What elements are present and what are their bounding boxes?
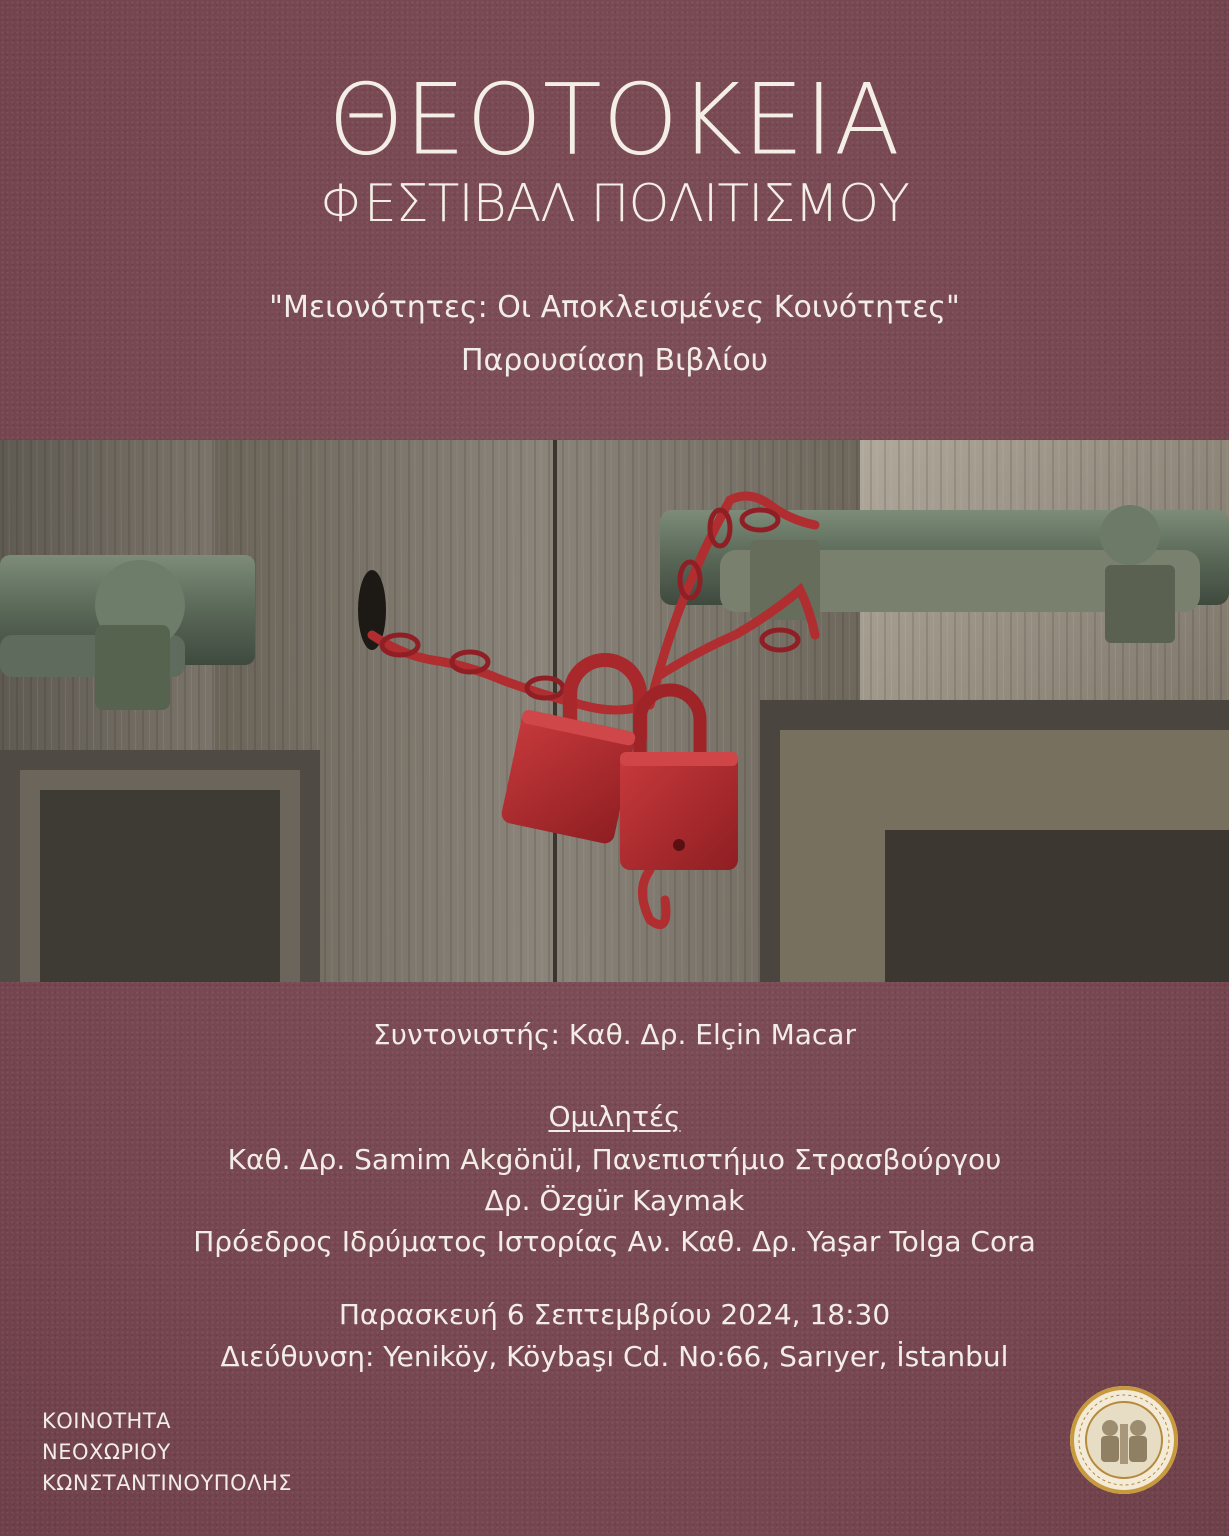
organizer-name bbox=[42, 1406, 292, 1499]
festival-subtitle: ΦΕΣΤΙΒΑΛ ΠΟΛΙΤΙΣΜΟΥ bbox=[320, 174, 909, 234]
speaker-line: Δρ. Özgür Kaymak bbox=[484, 1184, 745, 1217]
organizer-line: ΚΟΙΝΟΤΗΤΑ bbox=[42, 1409, 172, 1433]
festival-title: ΘΕΟΤΟΚΕΙΑ bbox=[328, 62, 901, 178]
speaker-line: Καθ. Δρ. Samim Akgönül, Πανεπιστήμιο Στρασβούργου bbox=[227, 1143, 1002, 1176]
organizer-line: ΚΩΝΣΤΑΝΤΙΝΟΥΠΟΛΗΣ bbox=[42, 1471, 293, 1495]
coordinator-line: Συντονιστής: Καθ. Δρ. Elçin Macar bbox=[373, 1018, 856, 1051]
book-title: "Μειονότητες: Οι Αποκλεισμένες Κοινότητες" bbox=[269, 290, 960, 325]
event-type: Παρουσίαση Βιβλίου bbox=[460, 343, 769, 378]
church-seal-icon bbox=[1068, 1384, 1180, 1496]
speaker-line: Πρόεδρος Ιδρύματος Ιστορίας Αν. Καθ. Δρ. Yaşar Tolga Cora bbox=[193, 1225, 1036, 1258]
event-address: Διεύθυνση: Yeniköy, Köybaşı Cd. No:66, Sarıyer, İstanbul bbox=[220, 1340, 1009, 1373]
speakers-heading: Ομιλητές bbox=[548, 1100, 681, 1133]
organizer-line: ΝΕΟΧΩΡΙΟΥ bbox=[42, 1440, 171, 1464]
event-date: Παρασκευή 6 Σεπτεμβρίου 2024, 18:30 bbox=[338, 1298, 891, 1331]
locked-door-photo bbox=[0, 440, 1229, 982]
